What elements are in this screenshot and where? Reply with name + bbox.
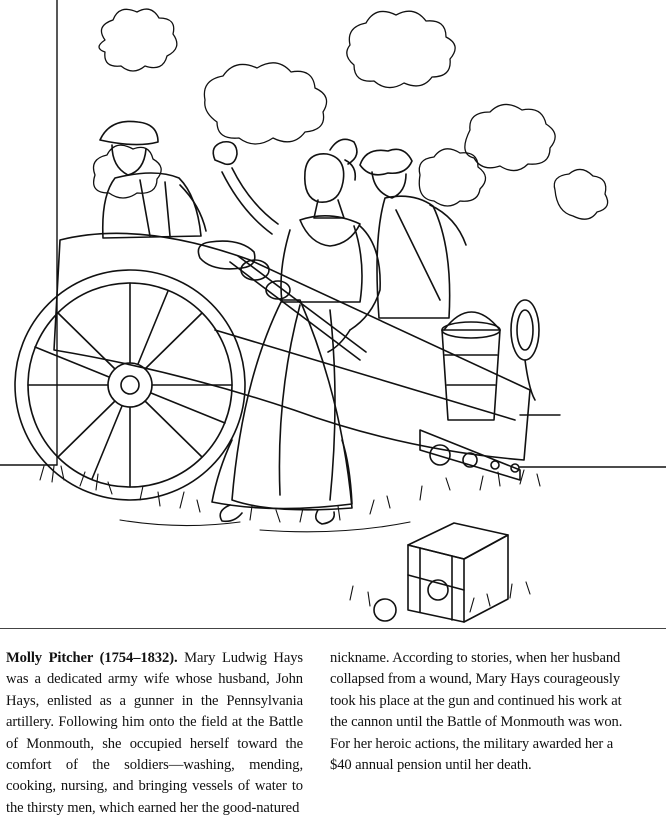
caption-title: Molly Pitcher (1754–1832). [6,650,178,666]
grass [40,466,540,612]
ammo-crate [374,523,508,622]
caption-left-text: Mary Ludwig Hays was a dedicated army wife whose husband, John Hays, enlisted as a gunner in the Pennsylvania artillery. Following him onto the field at the Battle of Monmouth, she occupied herself toward the comfort of the soldiers—washing, mending, cooking, nursing, and bringing vessels of water to the thirsty men, which earned her the good-natured [6,650,304,816]
caption-right-column [330,648,630,776]
caption-left-column [6,648,303,819]
caption-divider [0,628,666,629]
smoke-clouds [94,9,608,219]
molly-pitcher-figure [212,139,380,524]
caption-right-text: nickname. According to stories, when her husband collapsed from a wound, Mary Hays courageously took his place at the gun and continued his work at the cannon until the Battle of Monmouth was won. For her heroic actions, the military awarded her a $40 annual pension until her death. [330,650,623,774]
soldier-right [360,149,466,318]
soldier-left [100,121,206,238]
